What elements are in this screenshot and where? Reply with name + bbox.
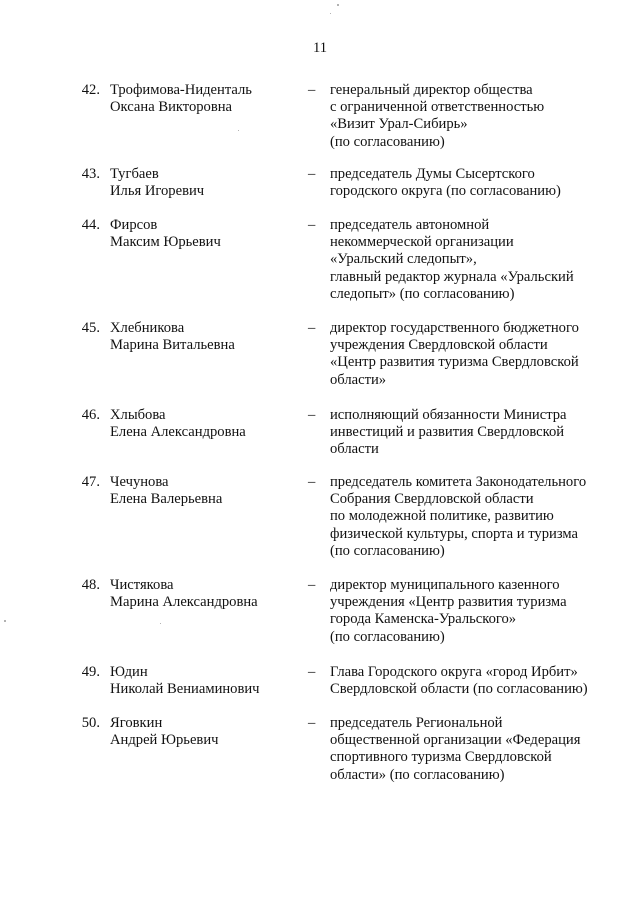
member-name — [110, 664, 305, 698]
position-line: с ограниченной ответственностью — [330, 99, 545, 116]
entry-number: 49. — [81, 664, 100, 680]
position-line: «Визит Урал-Сибирь» — [330, 116, 468, 133]
member-surname: Трофимова-Ниденталь — [110, 82, 252, 98]
position-line: учреждения Свердловской области — [330, 337, 548, 354]
position-line: директор муниципального казенного — [330, 577, 560, 593]
entry-number: 47. — [81, 474, 100, 490]
member-position — [330, 664, 630, 698]
member-position — [330, 715, 630, 784]
member-surname: Чистякова — [110, 577, 174, 593]
position-line: «Центр развития туризма Свердловской — [330, 354, 579, 371]
position-line: (по согласованию) — [330, 628, 445, 645]
member-position — [330, 577, 630, 646]
member-given-names: Марина Александровна — [110, 594, 258, 611]
member-surname: Яговкин — [110, 715, 163, 731]
position-line: города Каменска-Уральского» — [330, 611, 517, 628]
entry-dash: – — [308, 664, 316, 680]
position-line: инвестиций и развития Свердловской — [330, 424, 565, 441]
entry-number: 42. — [81, 82, 100, 98]
member-name — [110, 715, 305, 749]
member-given-names: Оксана Викторовна — [110, 99, 233, 116]
position-line: председатель Думы Сысертского — [330, 166, 535, 182]
entry-number: 50. — [81, 715, 100, 731]
member-name — [110, 474, 305, 508]
member-name — [110, 320, 305, 354]
position-line: области» — [330, 371, 387, 388]
member-given-names: Марина Витальевна — [110, 337, 235, 354]
member-name — [110, 166, 305, 200]
position-line: исполняющий обязанности Министра — [330, 407, 567, 423]
position-line: общественной организации «Федерация — [330, 732, 581, 749]
scan-speck — [160, 623, 161, 624]
entry-number: 46. — [81, 407, 100, 423]
member-position — [330, 407, 630, 459]
entry-dash: – — [308, 166, 316, 182]
entry-number: 45. — [81, 320, 100, 336]
page-number: 11 — [312, 40, 328, 56]
member-name — [110, 577, 305, 611]
position-line: главный редактор журнала «Уральский — [330, 268, 574, 285]
member-position — [330, 320, 630, 389]
entry-dash: – — [308, 217, 316, 233]
member-given-names: Елена Валерьевна — [110, 491, 223, 508]
position-line: (по согласованию) — [330, 133, 445, 150]
position-line: (по согласованию) — [330, 542, 445, 559]
scan-speck — [238, 130, 239, 131]
position-line: области» (по согласованию) — [330, 766, 505, 783]
member-position — [330, 82, 630, 151]
entry-dash: – — [308, 407, 316, 423]
member-name — [110, 217, 305, 251]
position-line: по молодежной политике, развитию — [330, 508, 554, 525]
entry-number: 44. — [81, 217, 100, 233]
member-surname: Юдин — [110, 664, 148, 680]
member-given-names: Максим Юрьевич — [110, 234, 221, 251]
member-surname: Тугбаев — [110, 166, 159, 182]
member-surname: Хлыбова — [110, 407, 166, 423]
entry-dash: – — [308, 320, 316, 336]
member-position — [330, 474, 630, 560]
position-line: председатель комитета Законодательного — [330, 474, 587, 490]
position-line: области — [330, 441, 379, 458]
entry-dash: – — [308, 715, 316, 731]
position-line: следопыт» (по согласованию) — [330, 285, 515, 302]
entry-number: 43. — [81, 166, 100, 182]
entry-number: 48. — [81, 577, 100, 593]
member-surname: Чечунова — [110, 474, 169, 490]
member-given-names: Андрей Юрьевич — [110, 732, 219, 749]
member-given-names: Елена Александровна — [110, 424, 246, 441]
member-position — [330, 217, 630, 303]
position-line: председатель автономной — [330, 217, 490, 233]
position-line: учреждения «Центр развития туризма — [330, 594, 567, 611]
member-position — [330, 166, 630, 200]
position-line: городского округа (по согласованию) — [330, 183, 561, 200]
member-given-names: Илья Игоревич — [110, 183, 205, 200]
position-line: председатель Региональной — [330, 715, 503, 731]
position-line: некоммерческой организации — [330, 234, 514, 251]
position-line: директор государственного бюджетного — [330, 320, 579, 336]
position-line: Собрания Свердловской области — [330, 491, 534, 508]
member-name — [110, 407, 305, 441]
scan-speck — [4, 620, 6, 622]
entry-dash: – — [308, 474, 316, 490]
position-line: Глава Городского округа «город Ирбит» — [330, 664, 578, 680]
scan-speck — [330, 13, 331, 14]
position-line: генеральный директор общества — [330, 82, 533, 98]
member-surname: Хлебникова — [110, 320, 185, 336]
position-line: «Уральский следопыт», — [330, 251, 477, 268]
position-line: спортивного туризма Свердловской — [330, 749, 552, 766]
member-surname: Фирсов — [110, 217, 158, 233]
member-name — [110, 82, 305, 116]
entry-dash: – — [308, 82, 316, 98]
position-line: физической культуры, спорта и туризма — [330, 525, 578, 542]
entry-dash: – — [308, 577, 316, 593]
member-given-names: Николай Вениаминович — [110, 681, 260, 698]
position-line: Свердловской области (по согласованию) — [330, 681, 588, 698]
scan-speck — [337, 4, 339, 6]
